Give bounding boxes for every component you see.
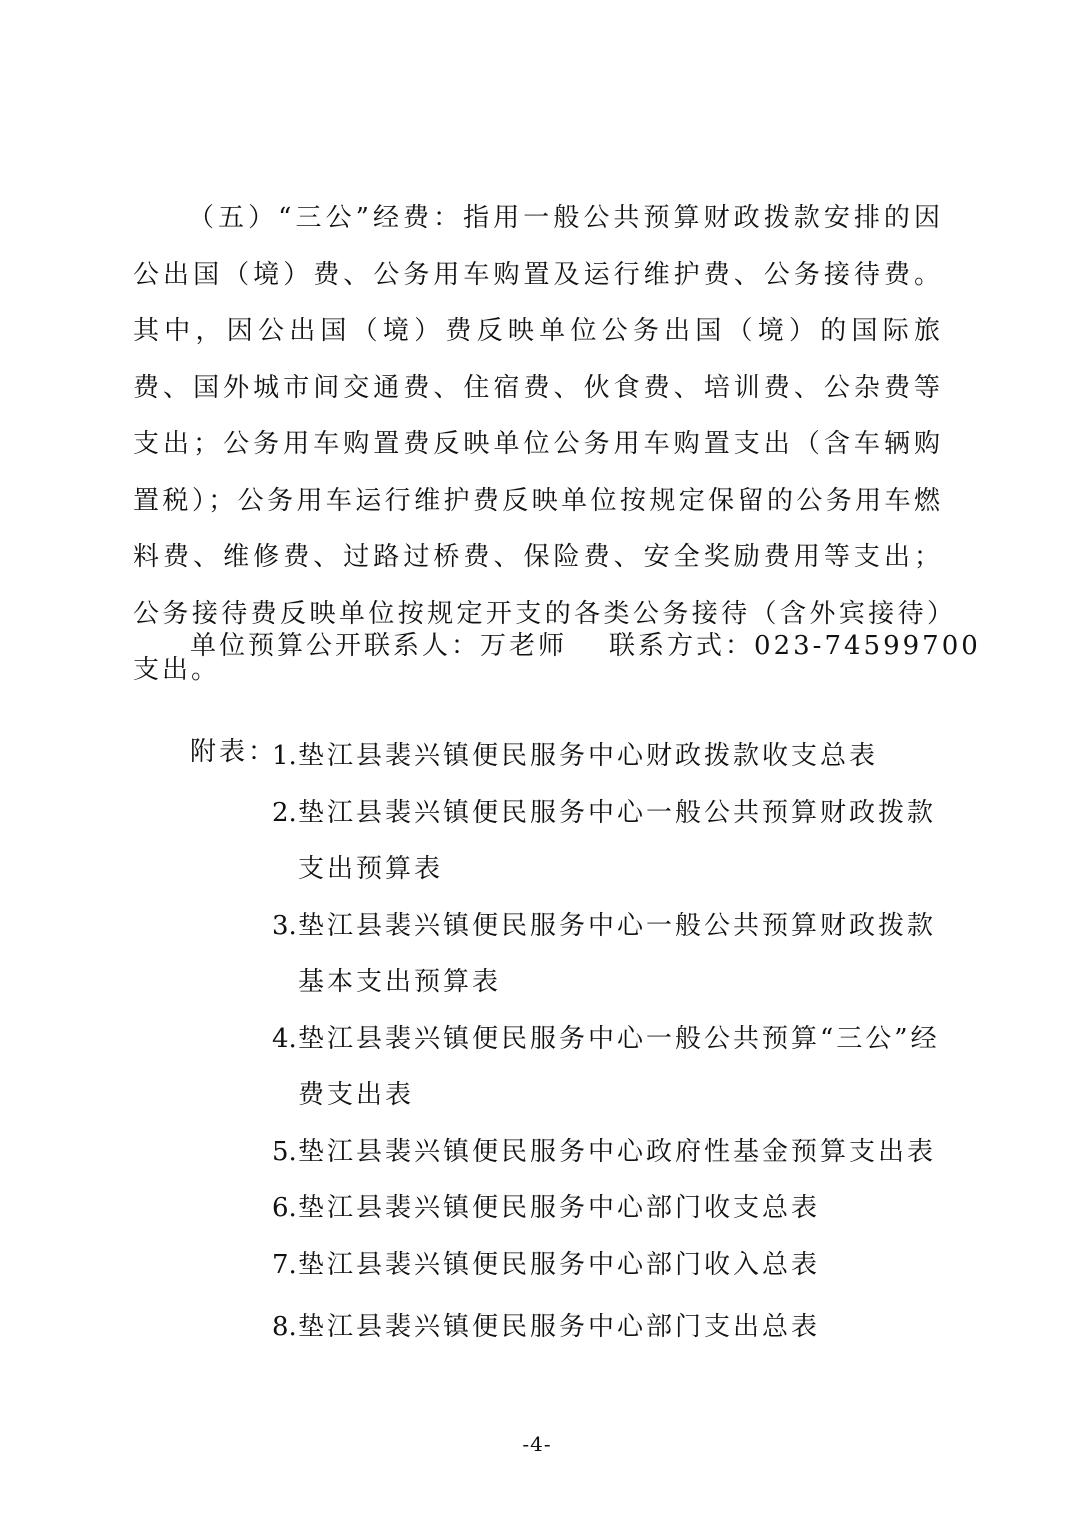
attachment-title: 垫江县裴兴镇便民服务中心政府性基金预算支出表: [298, 1136, 937, 1167]
attachment-title: 垫江县裴兴镇便民服务中心一般公共预算财政拨款支出预算表: [298, 797, 937, 884]
attachment-number: 1.: [272, 741, 297, 771]
contact-person: 万老师: [480, 631, 568, 661]
attachment-number: 3.: [272, 910, 297, 941]
attachment-title: 垫江县裴兴镇便民服务中心财政拨款收支总表: [298, 741, 879, 771]
attachments-list: [272, 728, 952, 1356]
attachment-item-8: [272, 1299, 952, 1356]
attachment-title: 垫江县裴兴镇便民服务中心部门收入总表: [298, 1249, 821, 1280]
attachment-title: 垫江县裴兴镇便民服务中心部门收支总表: [298, 1193, 821, 1223]
page-number: -4-: [522, 1432, 552, 1456]
attachment-item-2: [272, 785, 952, 898]
attachment-item-6: [272, 1180, 952, 1237]
attachment-item-3: [272, 898, 952, 1011]
attachments-label: 附表：: [190, 737, 278, 767]
attachment-number: 4.: [272, 1023, 297, 1054]
contact-phone: 023-74599700: [754, 631, 981, 661]
attachment-item-4: [272, 1011, 952, 1124]
attachment-number: 6.: [272, 1193, 297, 1223]
attachment-number: 7.: [272, 1249, 297, 1280]
three-public-expenses-paragraph: （五）“三公”经费：指用一般公共预算财政拨款安排的因公出国（境）费、公务用车购置及运行维护费、公务接待费。其中，因公出国（境）费反映单位公务出国（境）的国际旅费、国外城市间交通费、住宿费、伙食费、培训费、公杂费等支出；公务用车购置费反映单位公务用车购置支出（含车辆购置税）；公务用车运行维护费反映单位按规定保留的公务用车燃料费、维修费、过路过桥费、保险费、安全奖励费用等支出；公务接待费反映单位按规定开支的各类公务接待（含外宾接待）支出。: [133, 203, 943, 685]
attachment-number: 2.: [272, 797, 297, 828]
attachment-number: 5.: [272, 1136, 297, 1167]
attachment-title: 垫江县裴兴镇便民服务中心一般公共预算财政拨款基本支出预算表: [298, 910, 937, 997]
attachment-title: 垫江县裴兴镇便民服务中心部门支出总表: [298, 1312, 821, 1342]
attachment-number: 8.: [272, 1312, 297, 1342]
attachment-item-5: [272, 1124, 952, 1181]
contact-person-label: 单位预算公开联系人：: [190, 631, 481, 661]
attachment-item-1: [272, 728, 952, 785]
attachment-item-7: [272, 1237, 952, 1294]
contact-method-label: 联系方式：: [609, 631, 755, 661]
contact-line: [190, 622, 981, 670]
attachment-title: 垫江县裴兴镇便民服务中心一般公共预算“三公”经费支出表: [298, 1023, 940, 1110]
